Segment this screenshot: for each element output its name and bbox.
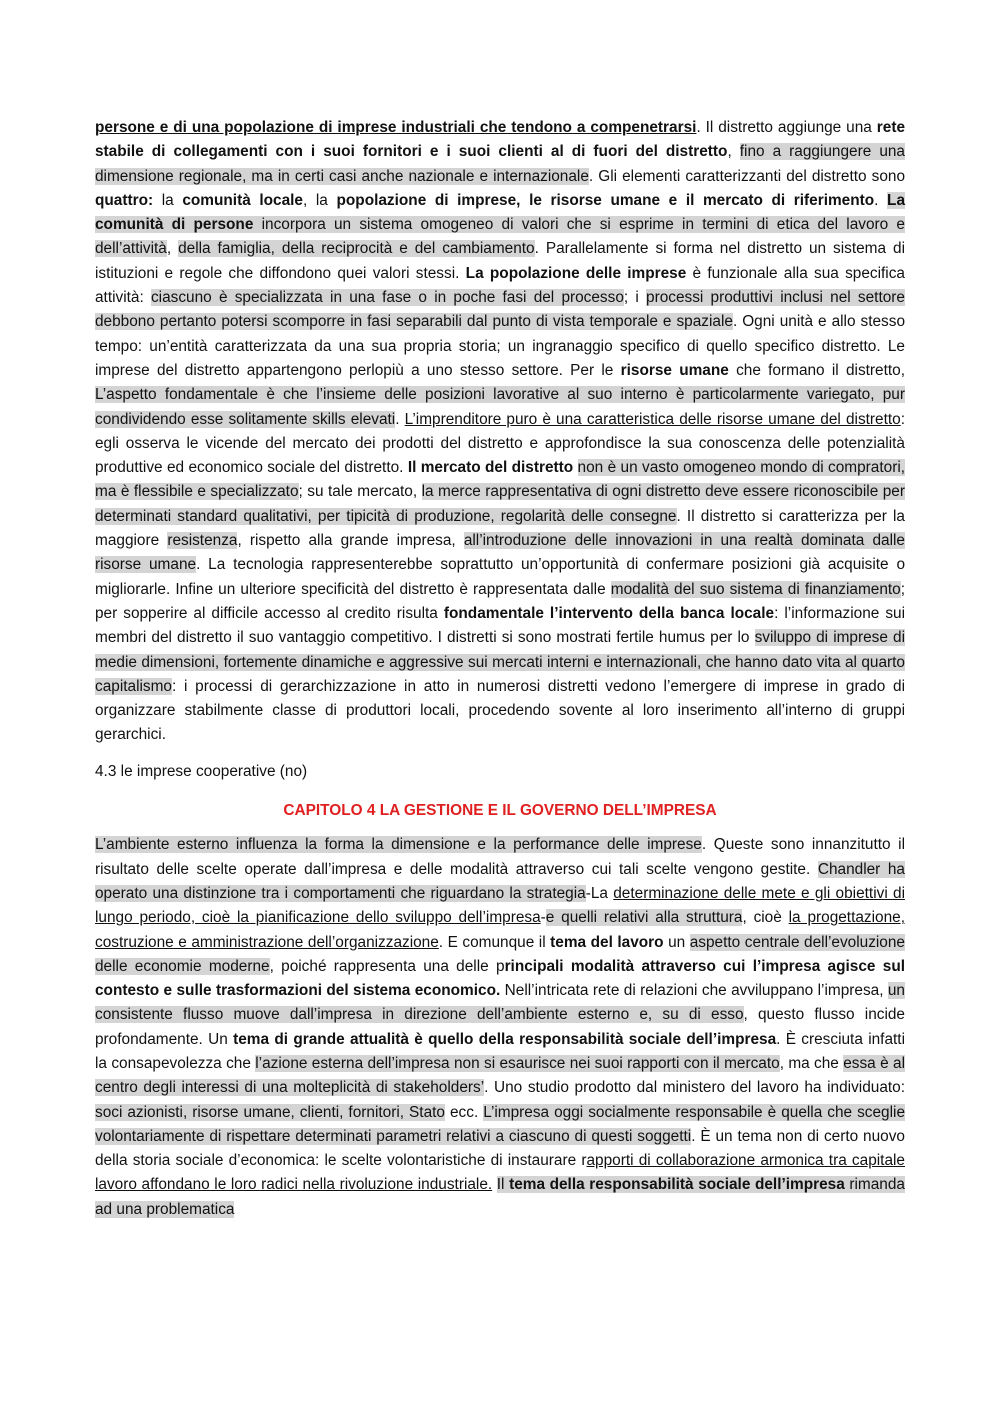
text-run: : i processi di gerarchizzazione in atto in numerosi distretti vedono l’emergere di imprese in grado di organizzare stabilmente classe di produttori locali, procedendo sovente al loro inserimento all’interno di gruppi gerarchici. (95, 677, 905, 744)
chapter-title: CAPITOLO 4 LA GESTIONE E IL GOVERNO DELL’IMPRESA (283, 802, 717, 820)
text-run: e quelli relativi alla struttura (545, 909, 743, 927)
text-run: tema della responsabilità sociale dell’impresa (509, 1176, 845, 1194)
text-run: comunità locale (182, 191, 303, 209)
text-run: -La (585, 884, 614, 902)
text-run: è funzionale alla sua specifica attività: (95, 264, 905, 307)
text-run: apporti di collaborazione armonica tra capitale lavoro affondano le loro radici nella rivoluzione industriale. (95, 1152, 905, 1194)
text-run: , rispetto alla grande impresa, (237, 532, 464, 550)
text-run: Il mercato del distretto (407, 459, 574, 477)
text-run: resistenza (167, 532, 238, 550)
text-run: , cioè (742, 909, 789, 927)
text-run: sviluppo di imprese di medie dimensioni, fortemente dinamiche e aggressive sui mercati interni e internazionali, che hanno dato vita al quarto capitalismo (95, 629, 905, 695)
paragraph-gestione (95, 833, 905, 1222)
text-run: l’azione esterna dell’impresa non si esaurisce nei suoi rapporti con il mercato (255, 1054, 780, 1072)
text-run: fino a raggiungere una dimensione regionale, ma in certi casi anche nazionale e internazionale (95, 143, 905, 185)
text-run: - (540, 909, 546, 927)
text-run: processi produttivi inclusi nel settore debbono pertanto potersi scomporre in fasi separabili dal punto di vista temporale e spaziale (95, 289, 905, 331)
text-run: , la (303, 191, 337, 209)
text-run: . Il distretto si caratterizza per la maggiore (95, 507, 905, 550)
text-run: . Uno studio prodotto dal ministero del lavoro ha individuato: (484, 1079, 906, 1097)
text-run: . È un tema non di certo nuovo della storia sociale d’economica: le scelte volontaristiche di instaurare r (95, 1127, 905, 1170)
text-run: tema di grande attualità è quello della responsabilità sociale dell’impresa (233, 1030, 777, 1048)
text-run (573, 459, 577, 476)
text-run: rete stabile di collegamenti con i suoi fornitori e i suoi clienti al di fuori del distretto (95, 119, 905, 161)
text-run: La comunità di persone (95, 191, 906, 234)
text-run: , (727, 143, 740, 161)
text-run: Chandler ha operato una distinzione tra i comportamenti che riguardano la strategia (95, 860, 905, 902)
text-run: ; su tale mercato, (298, 483, 422, 501)
text-run: della famiglia, della reciprocità e del cambiamento (178, 240, 535, 258)
text-run: : l’informazione sui membri del distretto il suo vantaggio competitivo. I distretti si sono mostrati fertile humus per lo (95, 604, 906, 647)
text-run: ciascuno è specializzata in una fase o in poche fasi del processo (150, 289, 624, 307)
text-run: un (663, 933, 690, 951)
text-run: . Ogni unità e allo stesso tempo: un’entità caratterizzata da una sua propria storia; un ingranaggio specifico di quello specifico distretto. Le imprese del distretto appartengono perlopiù a uno stesso settore. Per le (95, 313, 905, 379)
text-run: non è un vasto omogeneo mondo di compratori, ma è flessibile e specializzato (95, 459, 906, 501)
text-run: ; i (623, 289, 647, 307)
text-run: . È cresciuta infatti la consapevolezza che (95, 1030, 905, 1072)
text-run: determinazione delle mete e gli obiettivi di lungo periodo, cioè la pianificazione dello sviluppo dell’impresa (95, 884, 905, 927)
text-run: che formano il distretto, (728, 361, 906, 379)
text-run: ; per sopperire al difficile accesso al credito risulta (95, 580, 906, 622)
text-run: . La tecnologia rappresenterebbe soprattutto un’opportunità di confermare posizioni già acquisite o migliorarle. Infine un ulteriore specificità del distretto è rappresentata dalle (95, 556, 905, 598)
text-run: soci azionisti, risorse umane, clienti, fornitori, Stato (95, 1103, 445, 1121)
text-run: La popolazione delle imprese (465, 264, 687, 282)
text-run: , poiché rappresenta una delle p (269, 957, 505, 975)
text-run: . Parallelamente si forma nel distretto un sistema di istituzioni e regole che diffondono quei valori stessi. (95, 240, 905, 282)
text-run: tema del lavoro (550, 933, 664, 951)
text-run: L’aspetto fondamentale è che l’insieme delle posizioni lavorative al suo interno è particolarmente variegato, pur condividendo esse solitamente skills elevati (95, 386, 905, 428)
text-run: , (166, 240, 179, 258)
text-run: rimanda ad una problematica (95, 1176, 905, 1218)
text-run: . E comunque il (438, 933, 551, 951)
text-run: la (153, 191, 183, 209)
text-run: essa è al centro degli interessi di una molteplicità di stakeholders’ (95, 1054, 905, 1097)
text-run: quattro: (95, 191, 154, 209)
text-run: modalità del suo sistema di finanziamento (610, 580, 901, 598)
text-run: fondamentale l’intervento della banca locale (443, 604, 775, 622)
text-run: . Gli elementi caratterizzanti del distretto sono (588, 167, 906, 185)
paragraph-distretto (95, 116, 905, 748)
text-run: , questo flusso incide profondamente. Un (95, 1006, 905, 1048)
text-run: , ma che (779, 1054, 844, 1072)
text-run: . (874, 191, 888, 209)
document-page (95, 116, 905, 1222)
text-run: incorpora un sistema omogeneo di valori che si esprime in termini di etica del lavoro e dell’attività (95, 216, 905, 258)
text-run: : egli osserva le vicende del mercato dei prodotti del distretto e approfondisce la sua conoscenza delle potenzialità produttive ed economico sociale del distretto. (95, 410, 905, 477)
text-run: la merce rappresentativa di ogni distretto deve essere riconoscibile per determinati standard qualitativi, per tipicità di produzione, regolarità delle consegne (95, 483, 905, 525)
text-run: . Queste sono innanzitutto il risultato delle scelte operate dall’impresa e delle modalità attraverso cui tali scelte vengono gestite. (95, 836, 905, 878)
text-run: popolazione di imprese, le risorse umane e il mercato di riferimento (336, 191, 875, 209)
text-run: aspetto centrale dell’evoluzione delle economie moderne (95, 933, 905, 975)
text-run: ecc. (444, 1103, 484, 1121)
text-run: persone e di una popolazione di imprese industriali che tendono a compenetrarsi (95, 119, 697, 136)
text-run: la progettazione, costruzione e amministrazione dell’organizzazione (95, 909, 905, 951)
text-run: un consistente flusso muove dall’impresa in direzione dell’ambiente esterno e, su di esso (95, 982, 905, 1024)
text-run: . Il distretto aggiunge una (696, 119, 877, 136)
text-run: risorse umane (620, 361, 729, 379)
text-run: all’introduzione delle innovazioni in una realtà dominata dalle risorse umane (95, 532, 905, 574)
text-run: Nell’intricata rete di relazioni che avviluppano l’impresa, (500, 982, 888, 1000)
text-run: L’imprenditore puro è una caratteristica delle risorse umane del distretto (404, 410, 901, 428)
text-run: . (395, 410, 405, 428)
section-heading: 4.3 le imprese cooperative (no) (95, 762, 308, 780)
text-run: Il (496, 1176, 510, 1194)
text-run: L’ambiente esterno influenza la forma la dimensione e la performance delle imprese (95, 836, 702, 854)
text-run: L’impresa oggi socialmente responsabile è quella che sceglie volontariamente di rispettare determinati parametri relativi a ciascuno di questi soggetti (95, 1103, 906, 1145)
text-run: rincipali modalità attraverso cui l’impresa agisce sul contesto e sulle trasformazioni del sistema economico. (95, 957, 906, 1000)
